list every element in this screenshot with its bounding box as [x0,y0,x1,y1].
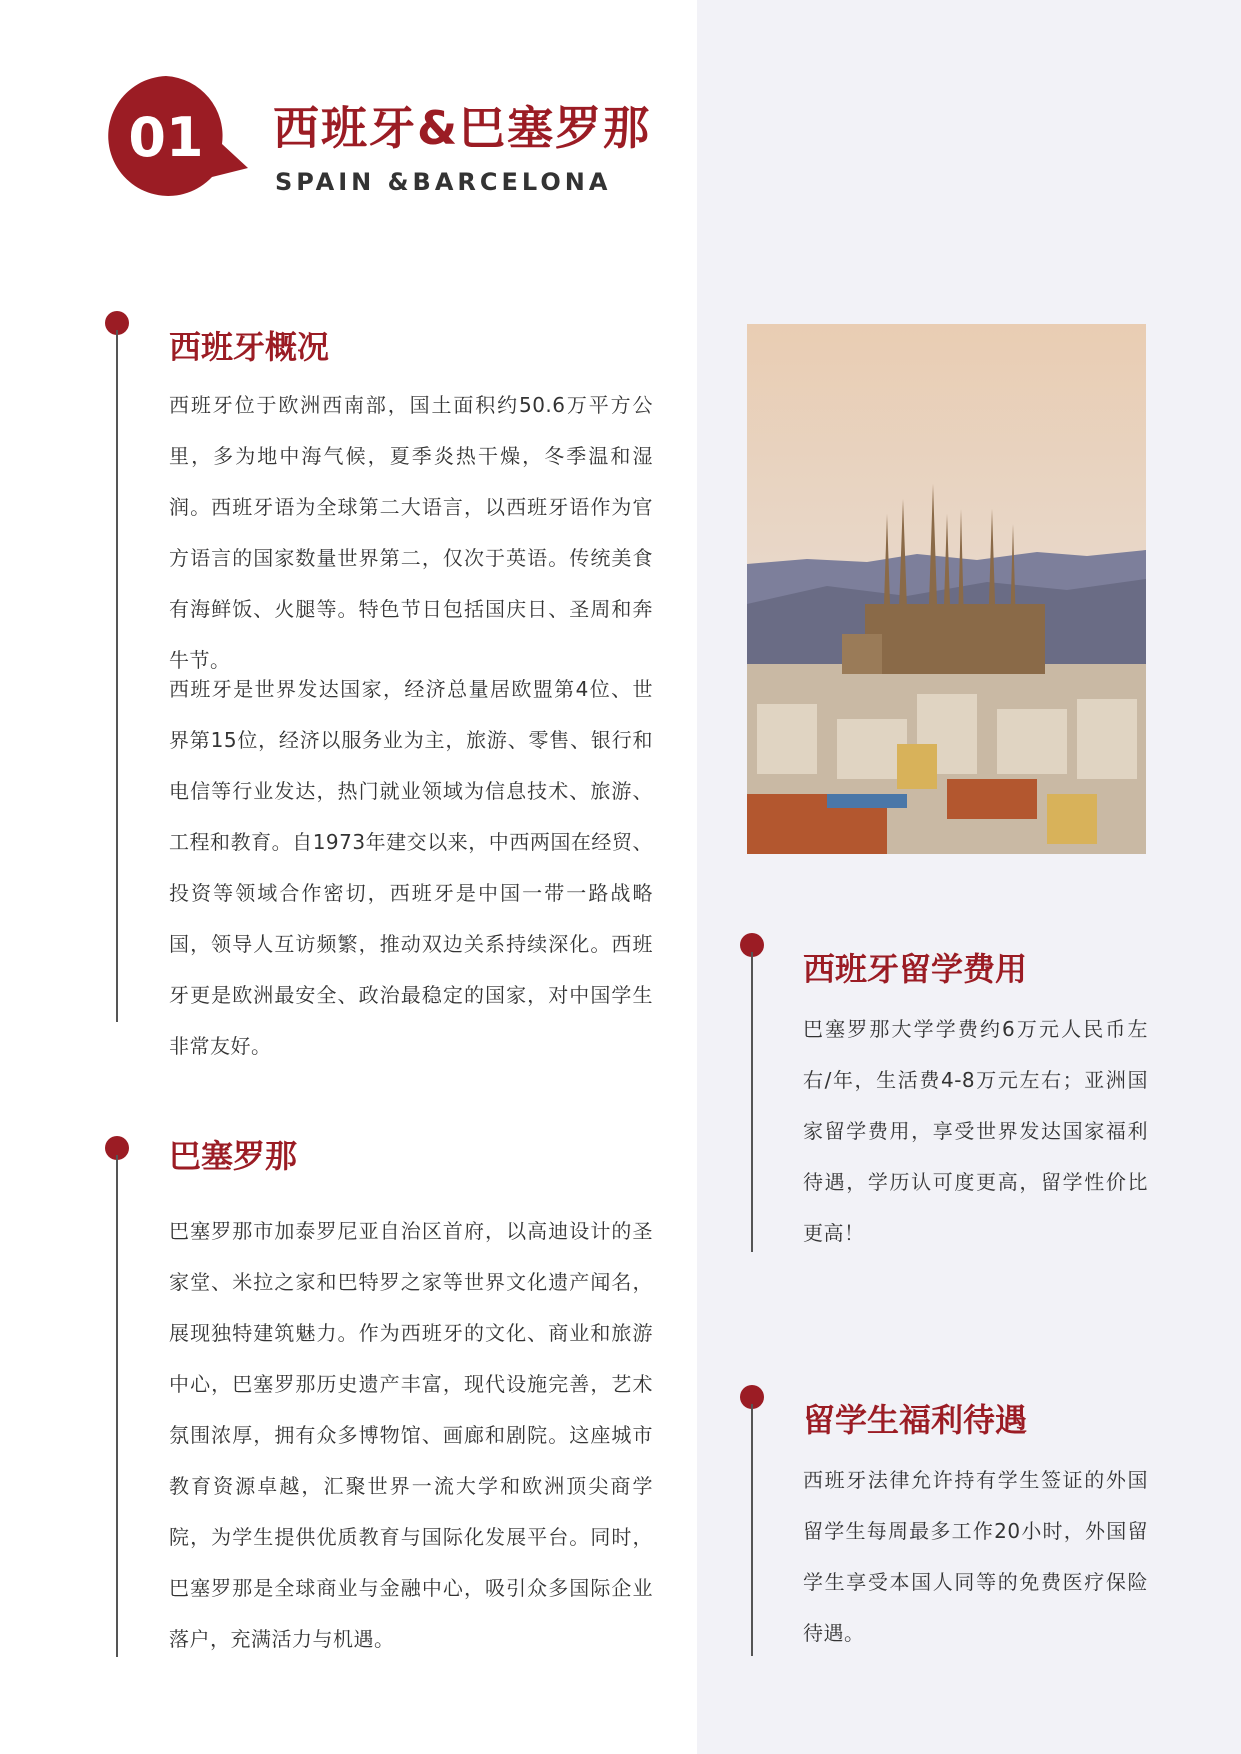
barcelona-paragraph: 巴塞罗那市加泰罗尼亚自治区首府，以高迪设计的圣家堂、米拉之家和巴特罗之家等世界文化遗产闻名，展现独特建筑魅力。作为西班牙的文化、商业和旅游中心，巴塞罗那历史遗产丰富，现代设施完善，艺术氛围浓厚，拥有众多博物馆、画廊和剧院。这座城市教育资源卓越，汇聚世界一流大学和欧洲顶尖商学院，为学生提供优质教育与国际化发展平台。同时，巴塞罗那是全球商业与金融中心，吸引众多国际企业落户，充满活力与机遇。 [169,1219,653,1651]
page-title: 西班牙&巴塞罗那 [273,101,652,155]
section-title-welfare: 留学生福利待遇 [803,1401,1028,1439]
page-subtitle: SPAIN &BARCELONA [275,168,612,196]
section-number: 01 [128,106,204,169]
section-title-barcelona: 巴塞罗那 [169,1137,298,1175]
overview-paragraph-1: 西班牙位于欧洲西南部，国土面积约50.6万平方公里，多为地中海气候，夏季炎热干燥，冬季温和湿润。西班牙语为全球第二大语言，以西班牙语作为官方语言的国家数量世界第二，仅次于英语。传统美食有海鲜饭、火腿等。特色节日包括国庆日、圣周和奔牛节。 [169,393,653,672]
timeline-line [751,952,753,1252]
overview-paragraph-2: 西班牙是世界发达国家，经济总量居欧盟第4位、世界第15位，经济以服务业为主，旅游、零售、银行和电信等行业发达，热门就业领域为信息技术、旅游、工程和教育。自1973年建交以来，中西两国在经贸、投资等领域合作密切，西班牙是中国一带一路战略国，领导人互访频繁，推动双边关系持续深化。西班牙更是欧洲最安全、政治最稳定的国家，对中国学生非常友好。 [169,677,653,1058]
section-number-badge [104,76,254,201]
welfare-paragraph: 西班牙法律允许持有学生签证的外国留学生每周最多工作20小时，外国留学生享受本国人同等的免费医疗保险待遇。 [803,1468,1148,1645]
timeline-line [751,1404,753,1656]
section-title-overview: 西班牙概况 [169,328,330,366]
cost-paragraph: 巴塞罗那大学学费约6万元人民币左右/年，生活费4-8万元左右；亚洲国家留学费用，享受世界发达国家福利待遇，学历认可度更高，留学性价比更高！ [803,1017,1148,1245]
timeline-line [116,1155,118,1657]
sagrada-familia-photo [747,324,1146,854]
section-title-cost: 西班牙留学费用 [803,950,1028,988]
timeline-line [116,330,118,1022]
